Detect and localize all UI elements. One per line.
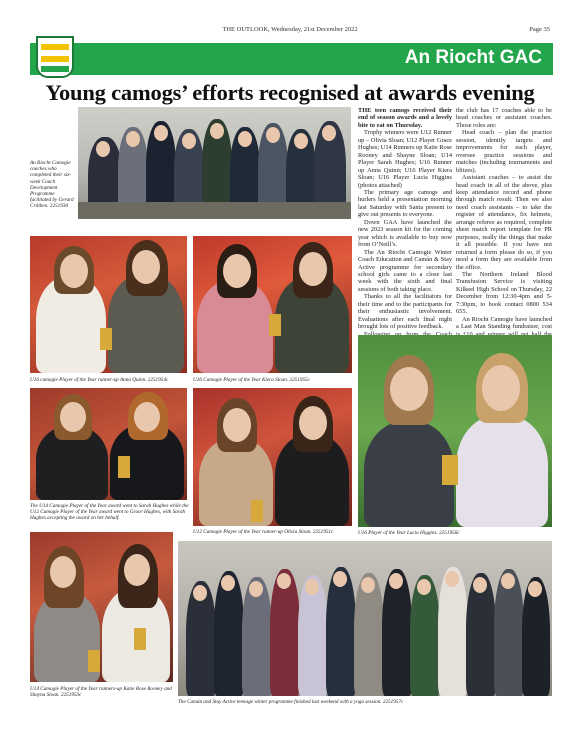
article-paragraph: Down GAA have launched the new 2023 season kit for the coming year which is available to buy now from O’Neill’s.	[358, 218, 452, 249]
caption-u16-player: U16 Camogie Player of the Year Kiera Sloan. 2251955c	[193, 377, 310, 383]
caption-u16-runner-up: U16 camogie Player of the Year runner-up Anna Quinn. 2251954c	[30, 377, 169, 383]
photo-u14-sarah	[30, 388, 187, 500]
photo-u12-runner-up	[193, 388, 352, 526]
caption-u12-runner-up: U12 Camogie Player of the Year runner-up Olivia Sloan. 2251951c	[193, 529, 334, 535]
photo-u16-player	[193, 236, 352, 373]
photo-group-stay-active	[178, 541, 552, 696]
caption-u14-sarah: The U14 Camogie Player of the Year award went to Sarah Hughes while the U12 Camogie Player of the Year award went to Grace Hughes, with Sarah Hughes accepting the award on her behalf.	[30, 503, 189, 522]
article-paragraph: The An Riocht Camogie Winter Coach Education and Camán & Stay Active programme for secondary school girls came to a close last week with the sixth and final sessions of both taking place.	[358, 248, 452, 293]
running-header	[0, 24, 580, 36]
article-paragraph: An Riocht Camogie have launched a Last Man Standing fundraiser, cost	[456, 315, 552, 331]
article-paragraph: The primary age camogs and hurlers held a presentation morning last Saturday with Santa present to give out presents to everyone.	[358, 188, 452, 219]
article-column-1	[358, 107, 452, 346]
caption-u16-player-lucia: U16 Player of the Year Lucia Higgins. 2251956c	[358, 530, 460, 536]
photo-u14-runners-up	[30, 532, 173, 682]
article-paragraph: the club has 17 coaches able to be head coaches or assistant coaches. Those roles are:	[456, 107, 552, 129]
page-number: Page 35	[529, 26, 550, 33]
caption-group-stay-active: The Camán and Stay Active teenage winter programme finished last weekend with a yoga session. 2251957c	[178, 699, 404, 705]
article-paragraph: Head coach – plan the practice session, identify targets and improvements for each player, oversee practice sessions and matches (including tournaments and blitzes).	[456, 129, 552, 174]
club-name: An Riocht GAC	[404, 47, 542, 68]
article-paragraph: The Northern Ireland Blood Transfusion Service is visiting Kilkeel High School on Thursday, 22 December from 12:30-4pm and 5-7:30pm, to book contact 0800 534 655.	[456, 270, 552, 316]
club-crest-icon	[36, 36, 74, 78]
photo-u16-player-lucia	[358, 335, 552, 527]
article-paragraph: Trophy winners were U12 Runner up – Olivia Sloan; U12 Player Grace Hughes; U14 Runners up Katie Rose Rooney and Shayne Sloan; U14 Player Sarah Hughes; U16 Runner up Anna Quinn; U16 Player Kiera Sloan; U16 Player Lucia Higgins (photos attached)	[358, 129, 452, 189]
photo-u16-runner-up	[30, 236, 187, 373]
photo-group-coaches	[78, 107, 351, 219]
article-paragraph: Assistant coaches – to assist the head coach in all of the above, plus keep attendance record and phone through match result. Then we also need coach assistants – to take the register of attendance, fix helmets, arrange referee as required, complete sheet match report template for PR purposes, really the things that make it all possible. If you have not returned a form please do so, if you need a form they are available from the office.	[456, 174, 552, 271]
article-lead: THE teen camogs received their end of season awards and a lovely bite to eat on Thursday.	[358, 107, 452, 129]
publication-line: THE OUTLOOK, Wednesday, 21st December 2022	[222, 26, 358, 33]
side-caption: An Riocht Camogie coaches who completed their six-week Coach Development Programme facilitated by Gerard Crilthen. 2251936	[30, 160, 74, 210]
page-title: Young camogs’ efforts recognised at awards evening	[45, 80, 535, 105]
caption-u14-runners-up: U14 Camogie Player of the Year runners-up Katie Rose Rooney and Shayna Sloan. 2251953c	[30, 686, 172, 699]
article-paragraph: Thanks to all the facilitators for their time and to the participants for their enthusiastic involvement. Evaluations after each final night brought lots of positive feedback.	[358, 293, 452, 331]
